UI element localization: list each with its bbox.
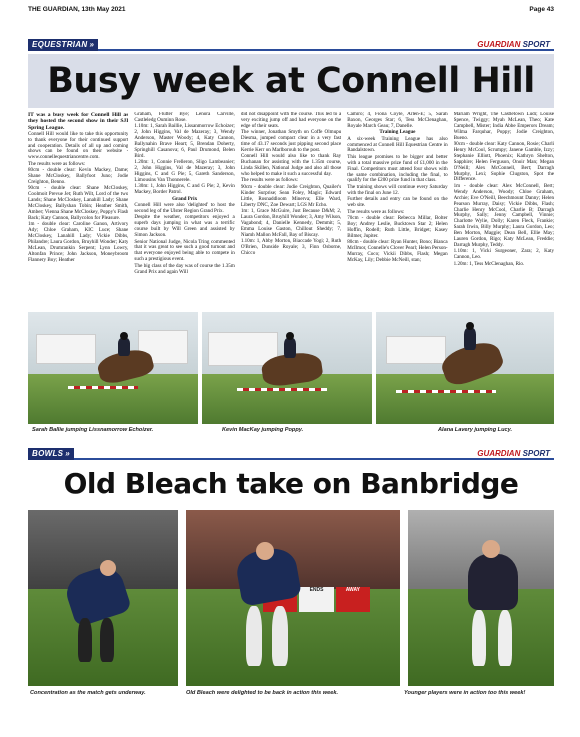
paragraph: 1.10m: 1, Abby Morton, Biaccade Yogi; 2, Ruth O'Brien, Dunside Royale; 3, Finn Osborne, Chicco — [240, 238, 342, 256]
section-label-bowls: BOWLS » — [28, 448, 74, 460]
paragraph: 90cm - double clear: Jodie Creighton, Quailer's Kinder Surprise; Sean Foley, Magic; Edward Little, Rosnaddloom Minerva; Elle Ward, Liberty DNC, Zoe Dewart; LGS Mr Echo. — [240, 183, 342, 208]
paragraph: 90cm - double clear: Katy Cannon, Rosie; Charli Henry McCool, Scrumpy; Janene Gamble, Izzy; Stephanie Elliott, Phoenix; Kathryn Shelton, Sapphire; Helen Ferguson, Onoir Man; Megan O'Neill; Alex McConnell, Bert; Darragh Murphy, Lexi; Sophie Clugston, Spot the Difference. — [453, 141, 555, 183]
paragraph: 1m: 1, Grace McGuire, Just Because D&M; 2, Laura Gordon, Bruyhill Wonder; 3, Amy Wilson, Vagabond; 4, Danielle Kennedy, Demmit; 5, Emma Louise Gaston, Chillout Sheddy; 7, Niamh Mallon McFall, Bay of Biscay. — [240, 208, 342, 238]
scoreboard-away: AWAY — [336, 587, 370, 612]
photo-caption: Kevin MacKay jumping Poppy. — [222, 427, 304, 433]
chevron-right-icon: » — [89, 40, 95, 49]
column-3 — [241, 112, 341, 310]
subheading: Training League — [379, 129, 416, 136]
paragraph: The results were as follows: — [240, 177, 298, 184]
photo-showjumping-3 — [376, 312, 554, 424]
paragraph: Connell Hill would like to take this opportunity to thank everyone for their continued support and cooperation. Details of all up and coming shows can be found on their website - www.connellequestriancentre.com. — [28, 130, 129, 161]
paragraph: A six-week Training League has also commenced at Connell Hill Equestrian Centre in Randalstown. — [347, 135, 448, 154]
paragraph: Senior National Judge, Nicola Tring commented that it was great to see such a good turnout and that everyone enjoyed being able to compete in such a prestigious event. — [134, 238, 235, 263]
paragraph: Camiro; 4, Fiona Coyle, Arlen-E; 5, Sarah Baxon, Georges Star; 6, Tess McClenaghan, Royale March Geau; 7, Danelle. — [347, 112, 448, 129]
photo-caption: Old Bleach were delighted to be back in action this week. — [186, 690, 339, 696]
article-headline: Old Bleach take on Banbridge — [63, 467, 519, 500]
paragraph: 70cm - double clear: Rebecca Millar, Bolter Boy; Andrey Leslie, Bucktown Star 2; Helen Hoffin, Rodell; Ruth Little, Bridget; Kasey Bilmer, Jupiter. — [347, 214, 448, 239]
photo-bowls-2 — [186, 510, 400, 686]
paragraph: did not disappoint with the course. This led to a very exciting jump off and had everyone on the edge of their seats. — [240, 112, 342, 129]
photo-showjumping-2 — [202, 312, 372, 424]
article-headline: Busy week at Connell Hill — [47, 61, 535, 101]
lead-paragraph: IT was a busy week for Connell Hill as they hosted the second show in their SJI Spring League. — [28, 112, 129, 131]
paragraph: Despite the weather, competitors enjoyed a superb days jumping in what was a terrific course built by Will Green and assisted by Simon Jackson. — [134, 214, 235, 239]
equestrian-section-bar — [28, 39, 554, 51]
photo-showjumping-1 — [28, 312, 198, 424]
paragraph: 1.10m: 1, Sarah Baillie, Lissanmorrow Echoizer; 2, John Higgins, Val de Mazeray; 3, Wendy Anderson, Master Woody; 4, Katy Cannon, Ballynahin Brave Heart; 5, Brendan Doherty, Springhill Casanova; 6, Paul Drumond, Belen Bird. — [134, 123, 235, 159]
sport-logo: GUARDIAN SPORT — [477, 40, 550, 49]
masthead — [28, 4, 554, 16]
section-label-equestrian: EQUESTRIAN » — [28, 39, 98, 51]
column-2 — [134, 112, 234, 310]
paragraph: The winner, Jonathan Smyth on Coffe Olmupu Diesma, jumped compact clear in a very fast time of 43.17 seconds just pipping second place Kerrie Kerr on Marlborouh to the post. — [240, 129, 342, 153]
paper-date: THE GUARDIAN, 13th May 2021 — [28, 6, 126, 13]
paragraph: 1.30m: 1, John Higgins, C and G Pie; 2, Kevin Mackey, Border Patrol. — [134, 183, 235, 196]
paragraph: The results were as follows: — [347, 208, 405, 215]
paragraph: 1m - double clear: Alex McConnell, Bert; Wendy Anderson, Woody; Chloe Graham, Archie; Eve O'Neill, Beechmount Danny; Helen Pearson Murray, Daisy; Vickie Dibbs, Flash; Charlie Henry McCool, Charlie B; Darragh Murphy, Sally; Jenny Campbell, Vinnie; Charlotte Wylie, Dolly; Karen Fleck, Frankie; Sarah Irwin, Billy Murphy; Laura Gordon, Leo; Ben Morton, Maggie; Dean Bell, Ellie May; Lauren Gordon, Rigo; Katy McLean, Freddie; Darragh Murphy, Teddy. — [453, 182, 555, 248]
column-5 — [454, 112, 554, 310]
paragraph: 80cm - double clear: Kevin Mackey, Dame; Shane McCloskey, Ballyfoot Juno; Jodie Creighton, Benno. — [28, 167, 129, 185]
photo-bowls-1 — [28, 510, 178, 686]
photo-caption: Younger players were in action too this week! — [404, 690, 526, 696]
photo-caption: Sarah Ballie jumping Lissnamorrow Echoizer. — [32, 427, 154, 433]
subheading: Grand Prix — [172, 195, 198, 202]
paragraph: Further details and entry can be found on the web site. — [347, 196, 448, 209]
paragraph: Connell Hill were also 'delighted' to host the second leg of the Ulster Region Grand Prix. — [134, 202, 235, 214]
sport-logo: GUARDIAN SPORT — [477, 449, 550, 458]
paragraph: 1.20m: 1, Tess McClenaghan, Rio. — [453, 260, 525, 267]
page-number: Page 43 — [529, 6, 554, 13]
paragraph: 90cm - double clear: Shane McCloskey, Coolmoit Prevue Jet; Ruth Wilt, Lord of the two Lands; Shane McCloskey, Lanahill Lady; Shane McCloskey, Ballyshan Tobin; Heather Smith, Amber; Vienna Shane McCloskey, Poppy's Flash Back; Katy Cannon, Ballycolon for Pleasure. — [28, 185, 129, 221]
paragraph: The training shows will continue every Saturday with the final on June 12. — [347, 183, 448, 196]
paragraph: The big class of the day was of course the 1.35m Grand Prix and again Will — [134, 262, 235, 275]
column-4 — [347, 112, 447, 310]
photo-caption: Alana Lavery jumping Lucy. — [438, 427, 513, 433]
paragraph: This league promises to be bigger and better with a total massive prize fund of £1,000 in the Final. Competitors must attend four shows with the same combination, including the final, to qualify for the £200 prize fund in that class. — [347, 153, 448, 184]
article-body — [28, 112, 554, 310]
paragraph: 1m - double clear: Caroline Ganon, Artivory Ady; Chloe Graham, KIC Luce; Shane McCloskey, Lanahill Lady; Vickie Dibbs, Philandre; Laura Gordon, Bruyhill Wonder; Katy McLean, Drumrankin Serpent; Lynn Lowry, Altonfan Prince; John Jackson, Moneybroom Flannery Boy; Heather — [28, 221, 129, 263]
column-1 — [28, 112, 128, 310]
paragraph: Connell Hill would also like to thank Ray Buchanan for assisting with the 1.35m course, Linda Skillen, National Judge and also all those who helped to make it such a successful day. — [240, 153, 342, 178]
paragraph: 80cm - double clear: Ryan Hunter, Bono; Bianca McIlmor, Connelle's Clover Pearl; Helen Person-Murray, Coco; Vickii Dibbs, Flash; Megan McKay, Lily; Debbie McNeill, stan; — [347, 239, 448, 263]
paragraph: The results were as follows: — [28, 160, 86, 167]
photo-caption: Concentration as the match gets underway. — [30, 690, 146, 696]
photo-bowls-3 — [408, 510, 554, 686]
paragraph: Mariam Wright, The Castletown Ludi; Louise Spence, Twiggy; Myah McLean, Theo; Kate Campbell, Mister; India Abbe Emperors Dream; Wilma Farquhar, Poppy; Jodie Creighton, Bueno. — [453, 112, 555, 141]
bowls-section-bar — [28, 448, 554, 460]
paragraph: 1.10m: 1, Vicki Surgeoner, Zara; 2, Katy Cannon, Leo. — [453, 248, 555, 261]
paragraph: 1.20m: 1, Connie Frelleron, Sligo Lambeanier; 2, John Higgins, Val de Mazeray; 3, John Higgins, C and G Pie; 5, Gareth Sanderson, Limousins Van Thonnerele. — [134, 159, 235, 183]
headline-box — [28, 54, 554, 108]
chevron-right-icon: » — [65, 449, 71, 458]
scoreboard-ends: ENDS — [299, 587, 333, 612]
paragraph: Graham, Flutter Bye; Lenora Carville, Castleledg Ouminn Rose. — [134, 112, 235, 123]
